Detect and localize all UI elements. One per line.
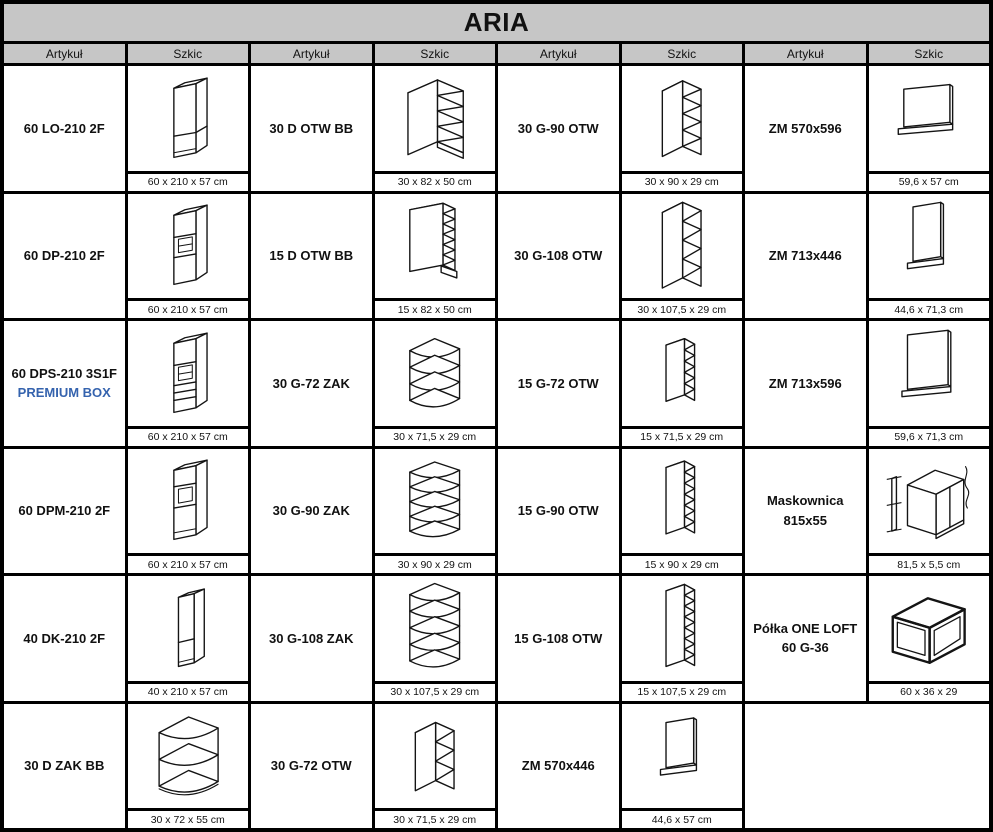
sketch-corner-base-open-shelves-icon [128,704,249,809]
sketch-cell [869,194,990,319]
dimensions-label: 30 x 71,5 x 29 cm [375,426,496,446]
sketch-cell [869,321,990,446]
sketch-wall-narrow-open-108-icon [622,576,743,681]
dimensions-label: 15 x 90 x 29 cm [622,553,743,573]
article-cell [251,321,372,446]
article-name: 15 D OTW BB [269,248,354,263]
sketch-wall-narrow-open-72-icon [622,321,743,426]
sketch-panel-713x446-icon [869,194,990,299]
article-cell [745,66,866,191]
article-cell [745,321,866,446]
article-name: Półka ONE LOFT [753,620,858,636]
premium-box-label: PREMIUM BOX [17,385,111,401]
sketch-cell [869,66,990,191]
sketch-wall-open-shelves-90-icon [622,66,743,171]
article-cell [251,66,372,191]
sketch-cell [622,194,743,319]
article-cell [251,704,372,829]
article-name: 15 G-72 OTW [517,375,599,391]
sketch-tall-cabinet-narrow-2f-icon [128,576,249,681]
article-cell [498,449,619,574]
article-name: 30 G-72 OTW [270,758,352,773]
sketch-cell [128,449,249,574]
dimensions-label: 60 x 36 x 29 [869,681,990,701]
article-name: ZM 713x446 [768,248,842,263]
dimensions-label: 40 x 210 x 57 cm [128,681,249,701]
sketch-loft-frame-shelf-icon [869,576,990,681]
article-cell [251,194,372,319]
column-header-szkic: Szkic [869,44,990,63]
dimensions-label: 15 x 107,5 x 29 cm [622,681,743,701]
column-header-artykul: Artykuł [498,44,619,63]
article-cell [498,321,619,446]
article-name: 60 LO-210 2F [23,120,105,136]
column-header-artykul: Artykuł [4,44,125,63]
sketch-maskownica-strip-icon [869,449,990,554]
dimensions-label: 44,6 x 71,3 cm [869,298,990,318]
catalog-title: ARIA [4,4,989,41]
sketch-cell [375,194,496,319]
dimensions-label: 30 x 72 x 55 cm [128,808,249,828]
article-name: 30 G-90 OTW [517,120,599,136]
article-name: 30 D OTW BB [269,120,354,136]
sketch-cell [128,576,249,701]
dimensions-label: 81,5 x 5,5 cm [869,553,990,573]
article-name: 15 G-90 OTW [517,503,599,518]
sketch-tall-cabinet-oven-drawers-icon [128,321,249,426]
sketch-base-open-shelves-icon [375,66,496,171]
dimensions-label: 60 x 210 x 57 cm [128,553,249,573]
sketch-cell [622,321,743,446]
sketch-cell [869,576,990,701]
article-name: 60 DP-210 2F [23,248,105,263]
dimensions-label: 60 x 210 x 57 cm [128,298,249,318]
sketch-cell [128,66,249,191]
dimensions-label: 30 x 82 x 50 cm [375,171,496,191]
article-name: 60 G-36 [781,640,829,656]
article-name: 60 DPM-210 2F [18,503,111,518]
article-name: 60 DPS-210 3S1F [11,365,117,381]
empty-cell [745,704,989,829]
sketch-tall-cabinet-microwave-icon [128,449,249,554]
sketch-corner-wall-shelves-4-icon [375,321,496,426]
article-cell [251,449,372,574]
dimensions-label: 30 x 71,5 x 29 cm [375,808,496,828]
dimensions-label: 60 x 210 x 57 cm [128,426,249,446]
article-cell [745,449,866,574]
dimensions-label: 30 x 107,5 x 29 cm [375,681,496,701]
dimensions-label: 15 x 82 x 50 cm [375,298,496,318]
article-name: 30 G-90 ZAK [272,503,350,518]
article-name: 30 G-108 OTW [514,248,603,263]
article-cell [745,194,866,319]
dimensions-label: 15 x 71,5 x 29 cm [622,426,743,446]
article-cell [251,576,372,701]
sketch-cell [375,66,496,191]
sketch-corner-wall-shelves-5-tall-icon [375,576,496,681]
sketch-cell [128,194,249,319]
article-cell [498,194,619,319]
sketch-cell [622,66,743,191]
dimensions-label: 30 x 90 x 29 cm [622,171,743,191]
article-cell [4,194,125,319]
sketch-cell [375,576,496,701]
column-header-szkic: Szkic [375,44,496,63]
article-name: 30 G-108 ZAK [268,630,354,646]
article-name: 40 DK-210 2F [23,630,106,646]
sketch-wall-narrow-open-90-icon [622,449,743,554]
sketch-base-open-shelves-narrow-icon [375,194,496,299]
dimensions-label: 44,6 x 57 cm [622,808,743,828]
sketch-cell [128,321,249,446]
dimensions-label: 30 x 90 x 29 cm [375,553,496,573]
article-name: 30 G-72 ZAK [272,375,350,391]
sketch-cell [622,576,743,701]
sketch-cell [375,449,496,574]
sketch-tall-cabinet-2f-icon [128,66,249,171]
dimensions-label: 30 x 107,5 x 29 cm [622,298,743,318]
column-header-artykul: Artykuł [251,44,372,63]
sketch-cell [375,321,496,446]
article-name: ZM 570x596 [768,120,842,136]
article-cell [498,576,619,701]
article-name: ZM 570x446 [521,758,595,773]
sketch-panel-713x596-icon [869,321,990,426]
sketch-cell [869,449,990,574]
article-cell [498,704,619,829]
article-name: 815x55 [783,512,827,528]
article-name: ZM 713x596 [768,375,842,391]
article-name: 30 D ZAK BB [24,758,105,773]
dimensions-label: 59,6 x 57 cm [869,171,990,191]
sketch-cell [622,449,743,574]
article-cell [4,449,125,574]
column-header-szkic: Szkic [128,44,249,63]
article-cell [4,321,125,446]
sketch-wall-open-shelves-108-icon [622,194,743,299]
column-header-szkic: Szkic [622,44,743,63]
dimensions-label: 60 x 210 x 57 cm [128,171,249,191]
sketch-cell [622,704,743,829]
sketch-corner-wall-shelves-5-icon [375,449,496,554]
article-name: Maskownica [766,493,844,509]
article-name: 15 G-108 OTW [514,630,603,646]
sketch-panel-570x446-icon [622,704,743,809]
column-header-artykul: Artykuł [745,44,866,63]
sketch-panel-570x596-icon [869,66,990,171]
catalog-table [4,4,989,828]
article-cell [4,576,125,701]
article-cell [745,576,866,701]
sketch-tall-cabinet-oven-icon [128,194,249,299]
sketch-cell [375,704,496,829]
article-cell [4,704,125,829]
dimensions-label: 59,6 x 71,3 cm [869,426,990,446]
article-cell [4,66,125,191]
article-cell [498,66,619,191]
sketch-cell [128,704,249,829]
sketch-wall-open-shelves-72-icon [375,704,496,809]
